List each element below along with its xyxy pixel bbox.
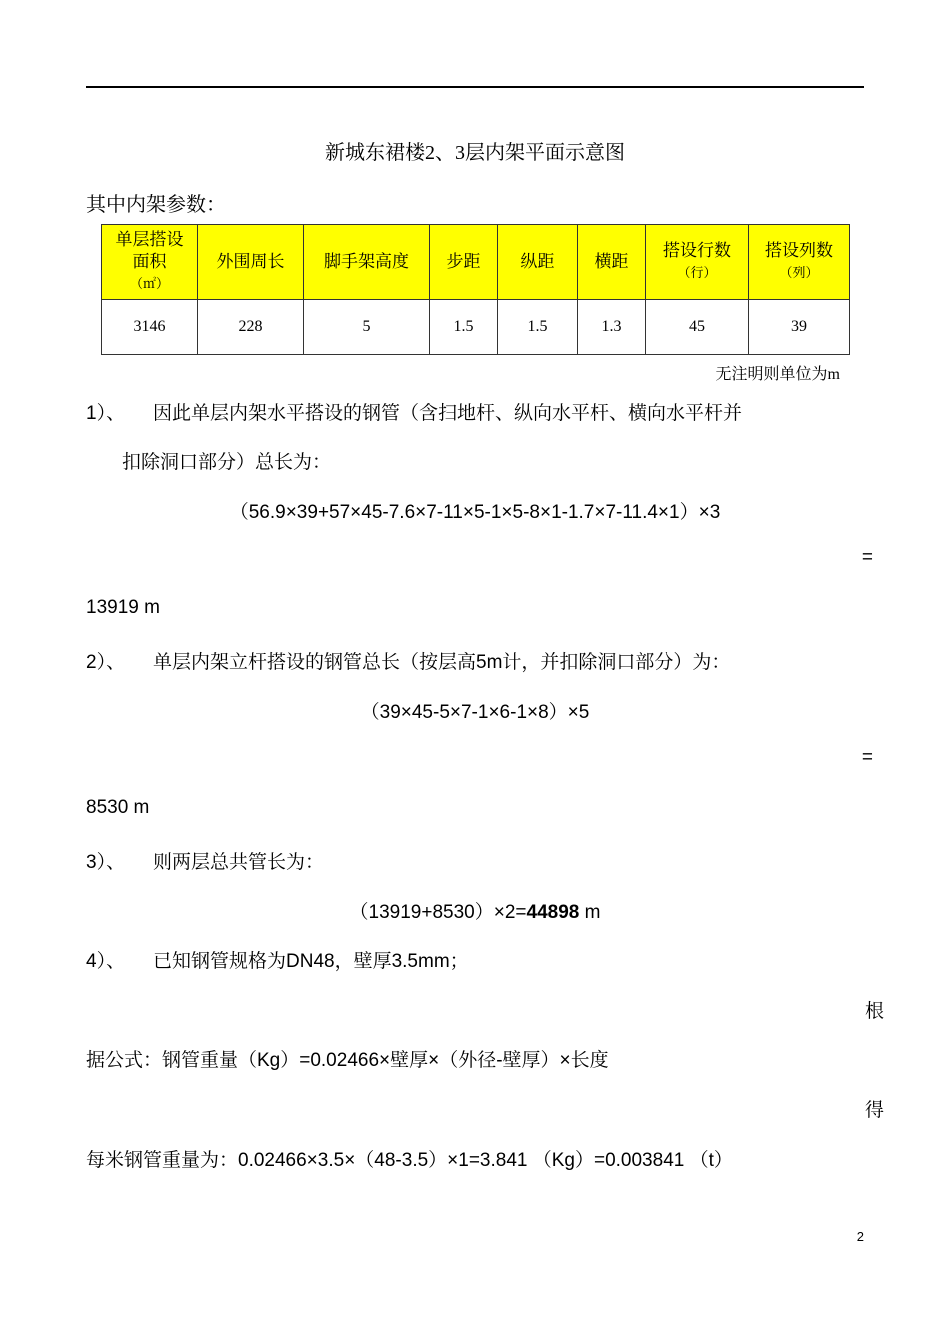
item2-formula: （39×45-5×7-1×6-1×8）×5 <box>360 702 590 723</box>
header-perimeter: 外围周长 <box>198 225 304 300</box>
item1-result: 13919 m <box>86 597 160 618</box>
value-area: 3146 <box>102 300 198 355</box>
page-number: 2 <box>856 1229 864 1244</box>
header-longitudinal: 纵距 <box>498 225 578 300</box>
item1-text-cont: 扣除洞口部分）总长为： <box>122 452 332 473</box>
item3-formula <box>0 897 950 924</box>
params-intro: 其中内架参数： <box>86 194 226 216</box>
item1-formula: （56.9×39+57×45-7.6×7-11×5-1×5-8×1-1.7×7-11.4×1）×3 <box>229 502 721 523</box>
item3-total: 44898 <box>526 902 580 923</box>
header-transverse: 横距 <box>578 225 646 300</box>
item1-text: 因此单层内架水平搭设的钢管（含扫地杆、纵向水平杆、横向水平杆并 <box>153 403 743 424</box>
item4-text: 已知钢管规格为DN48，壁厚3.5mm； <box>153 951 469 972</box>
page-title: 新城东裙楼2、3层内架平面示意图 <box>325 142 625 164</box>
item4-weight: 每米钢管重量为：0.02466×3.5×（48-3.5）×1=3.841 （Kg）=0.003841 （t） <box>86 1150 733 1171</box>
item4-formula: 据公式：钢管重量（Kg）=0.02466×壁厚×（外径-壁厚）×长度 <box>86 1050 609 1071</box>
params-value-row <box>102 300 850 355</box>
value-scaffold-height: 5 <box>304 300 430 355</box>
item1-equals: = <box>861 547 873 568</box>
unit-note: 无注明则单位为m <box>715 366 840 383</box>
value-longitudinal: 1.5 <box>498 300 578 355</box>
item3-unit: m <box>579 902 601 923</box>
item1-number: 1）、 <box>86 403 126 424</box>
item2-result: 8530 m <box>86 797 150 818</box>
value-transverse: 1.3 <box>578 300 646 355</box>
params-table <box>101 224 850 355</box>
item4-number: 4）、 <box>86 951 126 972</box>
value-rows: 45 <box>646 300 749 355</box>
header-area: 单层搭设 面积 （㎡） <box>102 225 198 300</box>
value-perimeter: 228 <box>198 300 304 355</box>
item4-de-char: 得 <box>864 1100 884 1121</box>
item2-text: 单层内架立杆搭设的钢管总长（按层高5m计，并扣除洞口部分）为： <box>153 652 731 673</box>
item3-formula-expr: （13919+8530）×2= <box>349 902 527 923</box>
item3-number: 3）、 <box>86 852 126 873</box>
header-columns: 搭设列数 （列） <box>749 225 850 300</box>
header-step: 步距 <box>430 225 498 300</box>
value-columns: 39 <box>749 300 850 355</box>
item3-text: 则两层总共管长为： <box>153 852 325 873</box>
header-rule <box>86 86 864 88</box>
header-scaffold-height: 脚手架高度 <box>304 225 430 300</box>
item4-gen-char: 根 <box>864 1001 884 1022</box>
header-rows: 搭设行数 （行） <box>646 225 749 300</box>
value-step: 1.5 <box>430 300 498 355</box>
item2-number: 2）、 <box>86 652 126 673</box>
item2-equals: = <box>861 747 873 768</box>
params-header-row <box>102 225 850 300</box>
